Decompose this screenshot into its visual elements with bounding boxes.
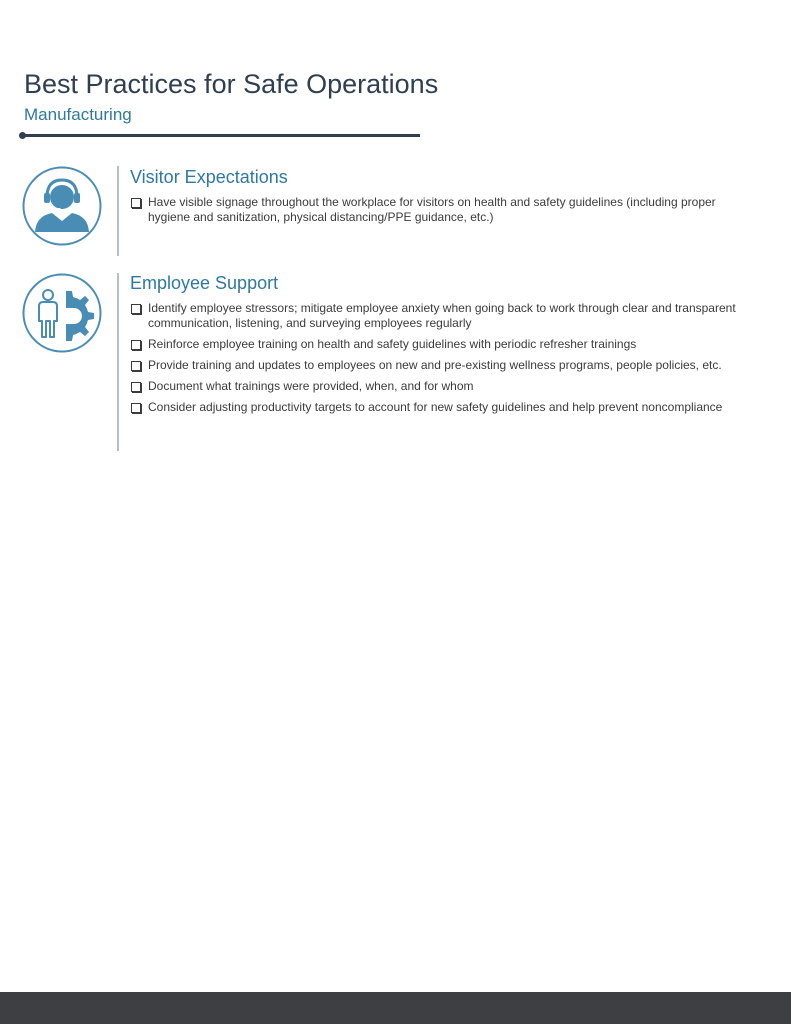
checkbox-bullet-icon bbox=[131, 198, 141, 208]
checkbox-bullet-icon bbox=[131, 403, 141, 413]
section-heading: Employee Support bbox=[130, 273, 279, 293]
headset-person-icon bbox=[22, 166, 102, 246]
bullet-text: Reinforce employee training on health and safety guidelines with periodic refresher trainings bbox=[148, 337, 637, 351]
bullet-text: Identify employee stressors; mitigate employee anxiety when going back to work through clear and transparent communication, listening, and surveying employees regularly bbox=[148, 301, 736, 330]
bullet-text: Consider adjusting productivity targets to account for new safety guidelines and help prevent noncompliance bbox=[148, 400, 723, 414]
checkbox-bullet-icon bbox=[131, 340, 141, 350]
bullet-list bbox=[130, 301, 740, 421]
bullet-list bbox=[130, 195, 740, 231]
footer-bar bbox=[0, 992, 791, 1024]
list-item bbox=[130, 195, 740, 225]
list-item bbox=[130, 358, 740, 373]
section-heading: Visitor Expectations bbox=[130, 167, 288, 187]
person-gear-icon bbox=[22, 273, 102, 353]
section-divider bbox=[117, 166, 119, 256]
bullet-text: Document what trainings were provided, when, and for whom bbox=[148, 379, 474, 393]
checkbox-bullet-icon bbox=[131, 382, 141, 392]
bullet-text: Have visible signage throughout the workplace for visitors on health and safety guidelines (including proper hygiene and sanitization, physical distancing/PPE guidance, etc.) bbox=[148, 195, 716, 224]
bullet-text: Provide training and updates to employees on new and pre-existing wellness programs, people policies, etc. bbox=[148, 358, 722, 372]
checkbox-bullet-icon bbox=[131, 304, 141, 314]
section-divider bbox=[117, 273, 119, 451]
list-item bbox=[130, 379, 740, 394]
list-item bbox=[130, 400, 740, 415]
list-item bbox=[130, 301, 740, 331]
page-title: Best Practices for Safe Operations bbox=[24, 69, 439, 99]
checkbox-bullet-icon bbox=[131, 361, 141, 371]
list-item bbox=[130, 337, 740, 352]
title-rule bbox=[22, 134, 420, 137]
page-subtitle: Manufacturing bbox=[24, 105, 132, 124]
